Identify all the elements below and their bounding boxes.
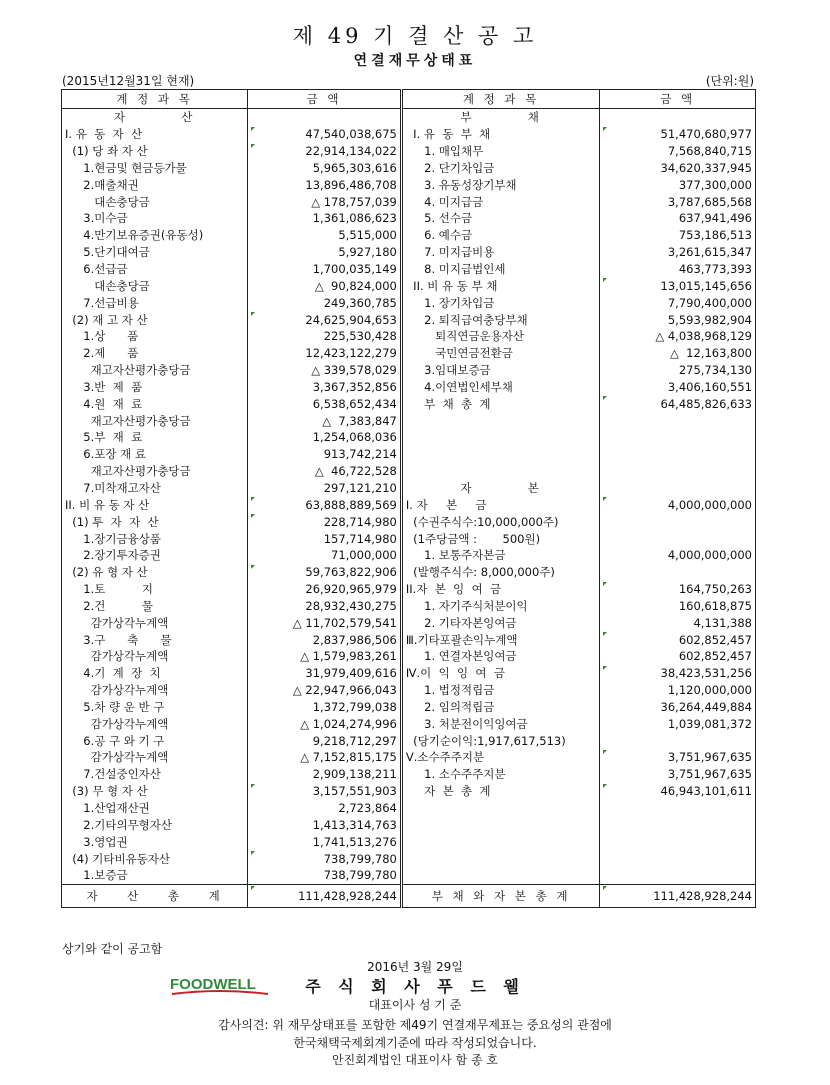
left-item-label: 1.산업재산권 <box>65 801 150 816</box>
right-item-label: 4.이연법인세부채 <box>405 379 513 394</box>
left-item-label: 3.영업권 <box>65 834 128 849</box>
left-item-label: 2.제 품 <box>65 346 139 361</box>
ceo-line: 대표이사 성 기 준 <box>368 998 462 1012</box>
table-row <box>62 429 756 446</box>
right-item-label: 1. 보통주자본금 <box>405 548 506 563</box>
table-row <box>62 126 756 143</box>
table-row <box>62 193 756 210</box>
table-row <box>62 277 756 294</box>
left-item-amount: 71,000,000 <box>331 548 397 563</box>
table-row <box>62 446 756 463</box>
left-item-label: 7.미착재고자산 <box>65 480 161 495</box>
left-item-amount: 59,763,822,906 <box>305 565 397 580</box>
left-item-label: 4.만기보유증권(유동성) <box>65 228 204 243</box>
table-row <box>62 109 756 126</box>
left-item-amount: 26,920,965,979 <box>305 582 397 597</box>
table-row <box>62 816 756 833</box>
right-item-label: 3. 유동성장기부채 <box>405 177 517 192</box>
left-item-amount: 9,218,712,297 <box>312 733 397 748</box>
left-item-label: 1.토 지 <box>65 582 154 597</box>
header-right-item: 계 정 과 목 <box>401 90 599 109</box>
table-row <box>62 480 756 497</box>
left-item-label: 1.현금및 현금등가물 <box>65 160 187 175</box>
marker-icon <box>603 497 607 501</box>
table-row <box>62 412 756 429</box>
left-item-label: 7.건설중인자산 <box>65 767 161 782</box>
marker-icon <box>251 127 255 131</box>
left-item-label: (1) 투 자 자 산 <box>65 514 159 529</box>
left-item-label: 4.원 재 료 <box>65 396 143 411</box>
right-item-amount: △ 4,038,968,129 <box>655 329 752 344</box>
left-item-label: 감가상각누계액 <box>65 750 169 765</box>
right-item-label: 부 채 <box>460 110 542 125</box>
right-item-label: 1. 자기주식처분이익 <box>405 598 528 613</box>
right-item-label: II.자 본 잉 여 금 <box>405 582 502 597</box>
left-item-amount: 24,625,904,653 <box>305 312 397 327</box>
left-item-amount: 1,700,035,149 <box>312 262 397 277</box>
left-item-label: 1.보증금 <box>65 868 128 883</box>
left-item-amount: 6,538,652,434 <box>312 396 397 411</box>
right-item-amount: △ 12,163,800 <box>670 346 752 361</box>
right-item-amount: 637,941,496 <box>678 211 752 226</box>
marker-icon <box>603 582 607 586</box>
table-row <box>62 513 756 530</box>
report-date: (2015년12월31일 현재) <box>62 74 195 88</box>
table-row <box>62 294 756 311</box>
right-item-amount: 3,787,685,568 <box>667 194 752 209</box>
marker-icon <box>603 886 607 890</box>
right-item-label: 1. 연결자본잉여금 <box>405 649 517 664</box>
right-item-label: 1. 매입채무 <box>405 144 484 159</box>
audit-opinion-line2: 한국채택국제회계기준에 따라 작성되었습니다. <box>293 1036 537 1050</box>
total-assets-amount: 111,428,928,244 <box>298 888 397 903</box>
left-item-amount: △ 46,722,528 <box>314 464 397 479</box>
right-item-label: (수권주식수:10,000,000주) <box>405 514 559 529</box>
totals-row <box>62 884 756 907</box>
left-item-amount: 157,714,980 <box>323 531 397 546</box>
marker-icon <box>603 278 607 282</box>
left-item-amount: △ 7,383,847 <box>322 413 397 428</box>
table-row <box>62 176 756 193</box>
right-item-label: (1주당금액 : 500원) <box>405 531 541 546</box>
total-liab-equity-amount: 111,428,928,244 <box>653 888 752 903</box>
left-item-amount: 738,799,780 <box>323 868 397 883</box>
table-row <box>62 766 756 783</box>
table-row <box>62 311 756 328</box>
left-item-label: 2.기타의무형자산 <box>65 817 173 832</box>
right-item-amount: 3,751,967,635 <box>667 750 752 765</box>
table-row <box>62 564 756 581</box>
left-item-amount: 5,515,000 <box>338 228 397 243</box>
right-item-amount: 602,852,457 <box>678 632 752 647</box>
left-item-label: 2.매출채권 <box>65 177 139 192</box>
right-item-amount: 51,470,680,977 <box>660 127 752 142</box>
table-row <box>62 244 756 261</box>
right-item-label: Ⅴ.소수주주지분 <box>405 750 485 765</box>
table-row <box>62 530 756 547</box>
right-item-amount: 5,593,982,904 <box>667 312 752 327</box>
left-item-amount: 1,413,314,763 <box>312 817 397 832</box>
right-item-amount: 4,000,000,000 <box>667 548 752 563</box>
left-item-amount: 31,979,409,616 <box>305 666 397 681</box>
right-item-label: 5. 선수금 <box>405 211 473 226</box>
right-item-label: 8. 미지급법인세 <box>405 262 506 277</box>
left-item-label: 4.기 계 장 치 <box>65 666 161 681</box>
marker-icon <box>603 127 607 131</box>
marker-icon <box>251 851 255 855</box>
right-item-amount: 160,618,875 <box>678 598 752 613</box>
table-row <box>62 143 756 160</box>
left-item-amount: 12,423,122,279 <box>305 346 397 361</box>
table-row <box>62 699 756 716</box>
left-item-label: 3.구 축 물 <box>65 632 172 647</box>
right-item-amount: 46,943,101,611 <box>660 784 752 799</box>
right-item-label: I. 유 동 부 채 <box>405 127 491 142</box>
table-row <box>62 210 756 227</box>
left-item-label: 2.건 물 <box>65 598 154 613</box>
right-item-label: 국민연금전환금 <box>405 346 513 361</box>
right-item-amount: 13,015,145,656 <box>660 278 752 293</box>
left-item-amount: 1,361,086,623 <box>312 211 397 226</box>
right-item-label: 부 채 총 계 <box>405 396 491 411</box>
auditor-line: 안진회계법인 대표이사 함 종 호 <box>332 1053 498 1067</box>
left-item-amount: 2,909,138,211 <box>312 767 397 782</box>
right-item-label: 6. 예수금 <box>405 228 473 243</box>
left-item-amount: 5,965,303,616 <box>312 160 397 175</box>
header-right-amount: 금 액 <box>600 90 756 109</box>
left-item-amount: 3,157,551,903 <box>312 784 397 799</box>
right-item-label: 2. 퇴직급여충당부채 <box>405 312 528 327</box>
table-row <box>62 379 756 396</box>
left-item-label: 5.부 재 료 <box>65 430 143 445</box>
table-row <box>62 581 756 598</box>
right-item-amount: 1,120,000,000 <box>667 683 752 698</box>
table-row <box>62 614 756 631</box>
right-item-amount: 7,790,400,000 <box>667 295 752 310</box>
table-row <box>62 682 756 699</box>
table-row <box>62 597 756 614</box>
left-item-amount: 1,741,513,276 <box>312 834 397 849</box>
left-item-label: (2) 재 고 자 산 <box>65 312 148 327</box>
unit-label: (단위:원) <box>705 74 754 88</box>
right-item-amount: 753,186,513 <box>678 228 752 243</box>
right-item-amount: 602,852,457 <box>678 649 752 664</box>
table-row <box>62 850 756 867</box>
left-item-label: 1.상 품 <box>65 329 139 344</box>
right-item-amount: 1,039,081,372 <box>667 716 752 731</box>
table-row <box>62 631 756 648</box>
left-item-label: 재고자산평가충당금 <box>65 363 191 378</box>
header-left-item: 계 정 과 목 <box>62 90 248 109</box>
left-item-label: 재고자산평가충당금 <box>65 464 191 479</box>
left-item-amount: △ 7,152,815,175 <box>300 750 397 765</box>
left-item-label: 감가상각누계액 <box>65 615 169 630</box>
right-item-amount: 36,264,449,884 <box>660 699 752 714</box>
notice-title: 제 49 기 결 산 공 고 <box>292 24 538 48</box>
table-row <box>62 227 756 244</box>
right-item-label: 2. 임의적립금 <box>405 699 495 714</box>
total-assets-label: 자 산 총 계 <box>86 888 223 903</box>
left-item-amount: 1,372,799,038 <box>312 699 397 714</box>
statement-subtitle: 연결재무상태표 <box>353 53 477 69</box>
marker-icon <box>251 144 255 148</box>
table-row <box>62 496 756 513</box>
left-item-amount: 3,367,352,856 <box>312 379 397 394</box>
right-item-label: 3.임대보증금 <box>405 363 491 378</box>
right-item-amount: 7,568,840,715 <box>667 144 752 159</box>
left-item-label: 6.선급금 <box>65 262 128 277</box>
table-row <box>62 800 756 817</box>
marker-icon <box>603 632 607 636</box>
table-row <box>62 867 756 884</box>
right-item-label: 7. 미지급비용 <box>405 245 495 260</box>
left-item-amount: △ 1,579,983,261 <box>300 649 397 664</box>
table-row <box>62 749 756 766</box>
publication-date: 2016년 3월 29일 <box>367 960 463 974</box>
right-item-amount: 34,620,337,945 <box>660 160 752 175</box>
company-name: 주 식 회 사 푸 드 웰 <box>305 977 525 996</box>
notice-text: 상기와 같이 공고함 <box>62 942 163 956</box>
left-item-amount: 738,799,780 <box>323 851 397 866</box>
left-item-label: (1) 당 좌 자 산 <box>65 144 148 159</box>
right-item-amount: 463,773,393 <box>678 262 752 277</box>
left-item-amount: △ 1,024,274,996 <box>300 716 397 731</box>
left-item-label: 6.포장 재 료 <box>65 447 146 462</box>
left-item-label: 6.공 구 와 기 구 <box>65 733 165 748</box>
marker-icon <box>251 565 255 569</box>
logo-text: FOODWELL <box>170 976 256 993</box>
audit-opinion-line1: 감사의견: 위 재무상태표를 포함한 제49기 연결재무제표는 중요성의 관점에 <box>218 1018 612 1032</box>
left-item-amount: 22,914,134,022 <box>305 144 397 159</box>
right-item-label: (발행주식수: 8,000,000주) <box>405 565 555 580</box>
marker-icon <box>251 497 255 501</box>
table-row <box>62 783 756 800</box>
right-item-label: Ⅳ.이 익 잉 여 금 <box>405 666 505 681</box>
table-row <box>62 261 756 278</box>
left-item-amount: 2,837,986,506 <box>312 632 397 647</box>
total-liab-equity-label: 부 채 와 자 본 총 계 <box>431 888 571 903</box>
marker-icon <box>251 514 255 518</box>
table-row <box>62 547 756 564</box>
right-item-label: 2. 단기차입금 <box>405 160 495 175</box>
left-item-label: 자 산 <box>113 110 196 125</box>
left-item-amount: 225,530,428 <box>323 329 397 344</box>
right-item-amount: 164,750,263 <box>678 582 752 597</box>
left-item-label: 1.장기금융상품 <box>65 531 161 546</box>
left-item-label: 감가상각누계액 <box>65 716 169 731</box>
right-item-label: 퇴직연금운용자산 <box>405 329 524 344</box>
right-item-amount: 3,261,615,347 <box>667 245 752 260</box>
right-item-amount: 377,300,000 <box>678 177 752 192</box>
table-row <box>62 328 756 345</box>
left-item-amount: △ 22,947,966,043 <box>292 683 397 698</box>
left-item-label: I. 유 동 자 산 <box>65 127 143 142</box>
marker-icon <box>603 750 607 754</box>
right-item-label: Ⅲ.기타포괄손익누계액 <box>405 632 518 647</box>
left-item-label: (2) 유 형 자 산 <box>65 565 148 580</box>
right-item-label: 자 본 총 계 <box>405 784 491 799</box>
left-item-amount: 297,121,210 <box>323 480 397 495</box>
right-item-amount: 64,485,826,633 <box>660 396 752 411</box>
right-item-label: I. 자 본 금 <box>405 497 487 512</box>
left-item-amount: 13,896,486,708 <box>305 177 397 192</box>
left-item-amount: 28,932,430,275 <box>305 598 397 613</box>
left-item-amount: △ 90,824,000 <box>314 278 397 293</box>
left-item-amount: 63,888,889,569 <box>305 497 397 512</box>
right-item-amount: 38,423,531,256 <box>660 666 752 681</box>
left-item-label: 3.반 제 품 <box>65 379 143 394</box>
left-item-amount: 913,742,214 <box>323 447 397 462</box>
table-header-row <box>62 90 756 109</box>
left-item-label: 감가상각누계액 <box>65 649 169 664</box>
right-item-label: 자 본 <box>460 480 542 495</box>
right-item-label: 2. 기타자본잉여금 <box>405 615 517 630</box>
right-item-label: 4. 미지급금 <box>405 194 484 209</box>
table-row <box>62 362 756 379</box>
left-item-amount: △ 11,702,579,541 <box>292 615 397 630</box>
table-row <box>62 732 756 749</box>
left-item-label: (3) 무 형 자 산 <box>65 784 148 799</box>
right-item-label: II. 비 유 동 부 채 <box>405 278 498 293</box>
table-row <box>62 160 756 177</box>
left-item-label: (4) 기타비유동자산 <box>65 851 171 866</box>
header-left-amount: 금 액 <box>248 90 402 109</box>
left-item-label: 5.차 량 운 반 구 <box>65 699 165 714</box>
table-row <box>62 648 756 665</box>
left-item-label: 5.단기대여금 <box>65 245 150 260</box>
table-row <box>62 463 756 480</box>
left-item-label: 대손충당금 <box>65 278 150 293</box>
left-item-label: 대손충당금 <box>65 194 150 209</box>
right-item-amount: 3,406,160,551 <box>667 379 752 394</box>
right-item-amount: 3,751,967,635 <box>667 767 752 782</box>
left-item-amount: △ 339,578,029 <box>311 363 397 378</box>
left-item-amount: 249,360,785 <box>323 295 397 310</box>
table-row <box>62 833 756 850</box>
left-item-amount: 47,540,038,675 <box>305 127 397 142</box>
left-item-amount: 1,254,068,036 <box>312 430 397 445</box>
right-item-label: 1. 법정적립금 <box>405 683 495 698</box>
table-row <box>62 395 756 412</box>
left-item-amount: △ 178,757,039 <box>311 194 397 209</box>
right-item-amount: 275,734,130 <box>678 363 752 378</box>
marker-icon <box>251 784 255 788</box>
left-item-label: 7.선급비용 <box>65 295 139 310</box>
left-item-label: 재고자산평가충당금 <box>65 413 191 428</box>
right-item-label: 1. 소수주주지분 <box>405 767 506 782</box>
table-row <box>62 665 756 682</box>
right-item-label: 1. 장기차입금 <box>405 295 495 310</box>
table-row <box>62 345 756 362</box>
right-item-amount: 4,000,000,000 <box>667 497 752 512</box>
marker-icon <box>603 396 607 400</box>
left-item-amount: 5,927,180 <box>338 245 397 260</box>
marker-icon <box>251 886 255 890</box>
balance-sheet-table <box>61 89 756 908</box>
left-item-amount: 2,723,864 <box>338 801 397 816</box>
table-row <box>62 715 756 732</box>
marker-icon <box>603 784 607 788</box>
left-item-amount: 228,714,980 <box>323 514 397 529</box>
left-item-label: 2.장기투자증권 <box>65 548 161 563</box>
marker-icon <box>251 312 255 316</box>
right-item-label: (당기순이익:1,917,617,513) <box>405 733 566 748</box>
marker-icon <box>603 666 607 670</box>
left-item-label: 감가상각누계액 <box>65 683 169 698</box>
right-item-label: 3. 처분전이익잉여금 <box>405 716 528 731</box>
left-item-label: 3.미수금 <box>65 211 128 226</box>
left-item-label: II. 비 유 동 자 산 <box>65 497 150 512</box>
right-item-amount: 4,131,388 <box>693 615 752 630</box>
